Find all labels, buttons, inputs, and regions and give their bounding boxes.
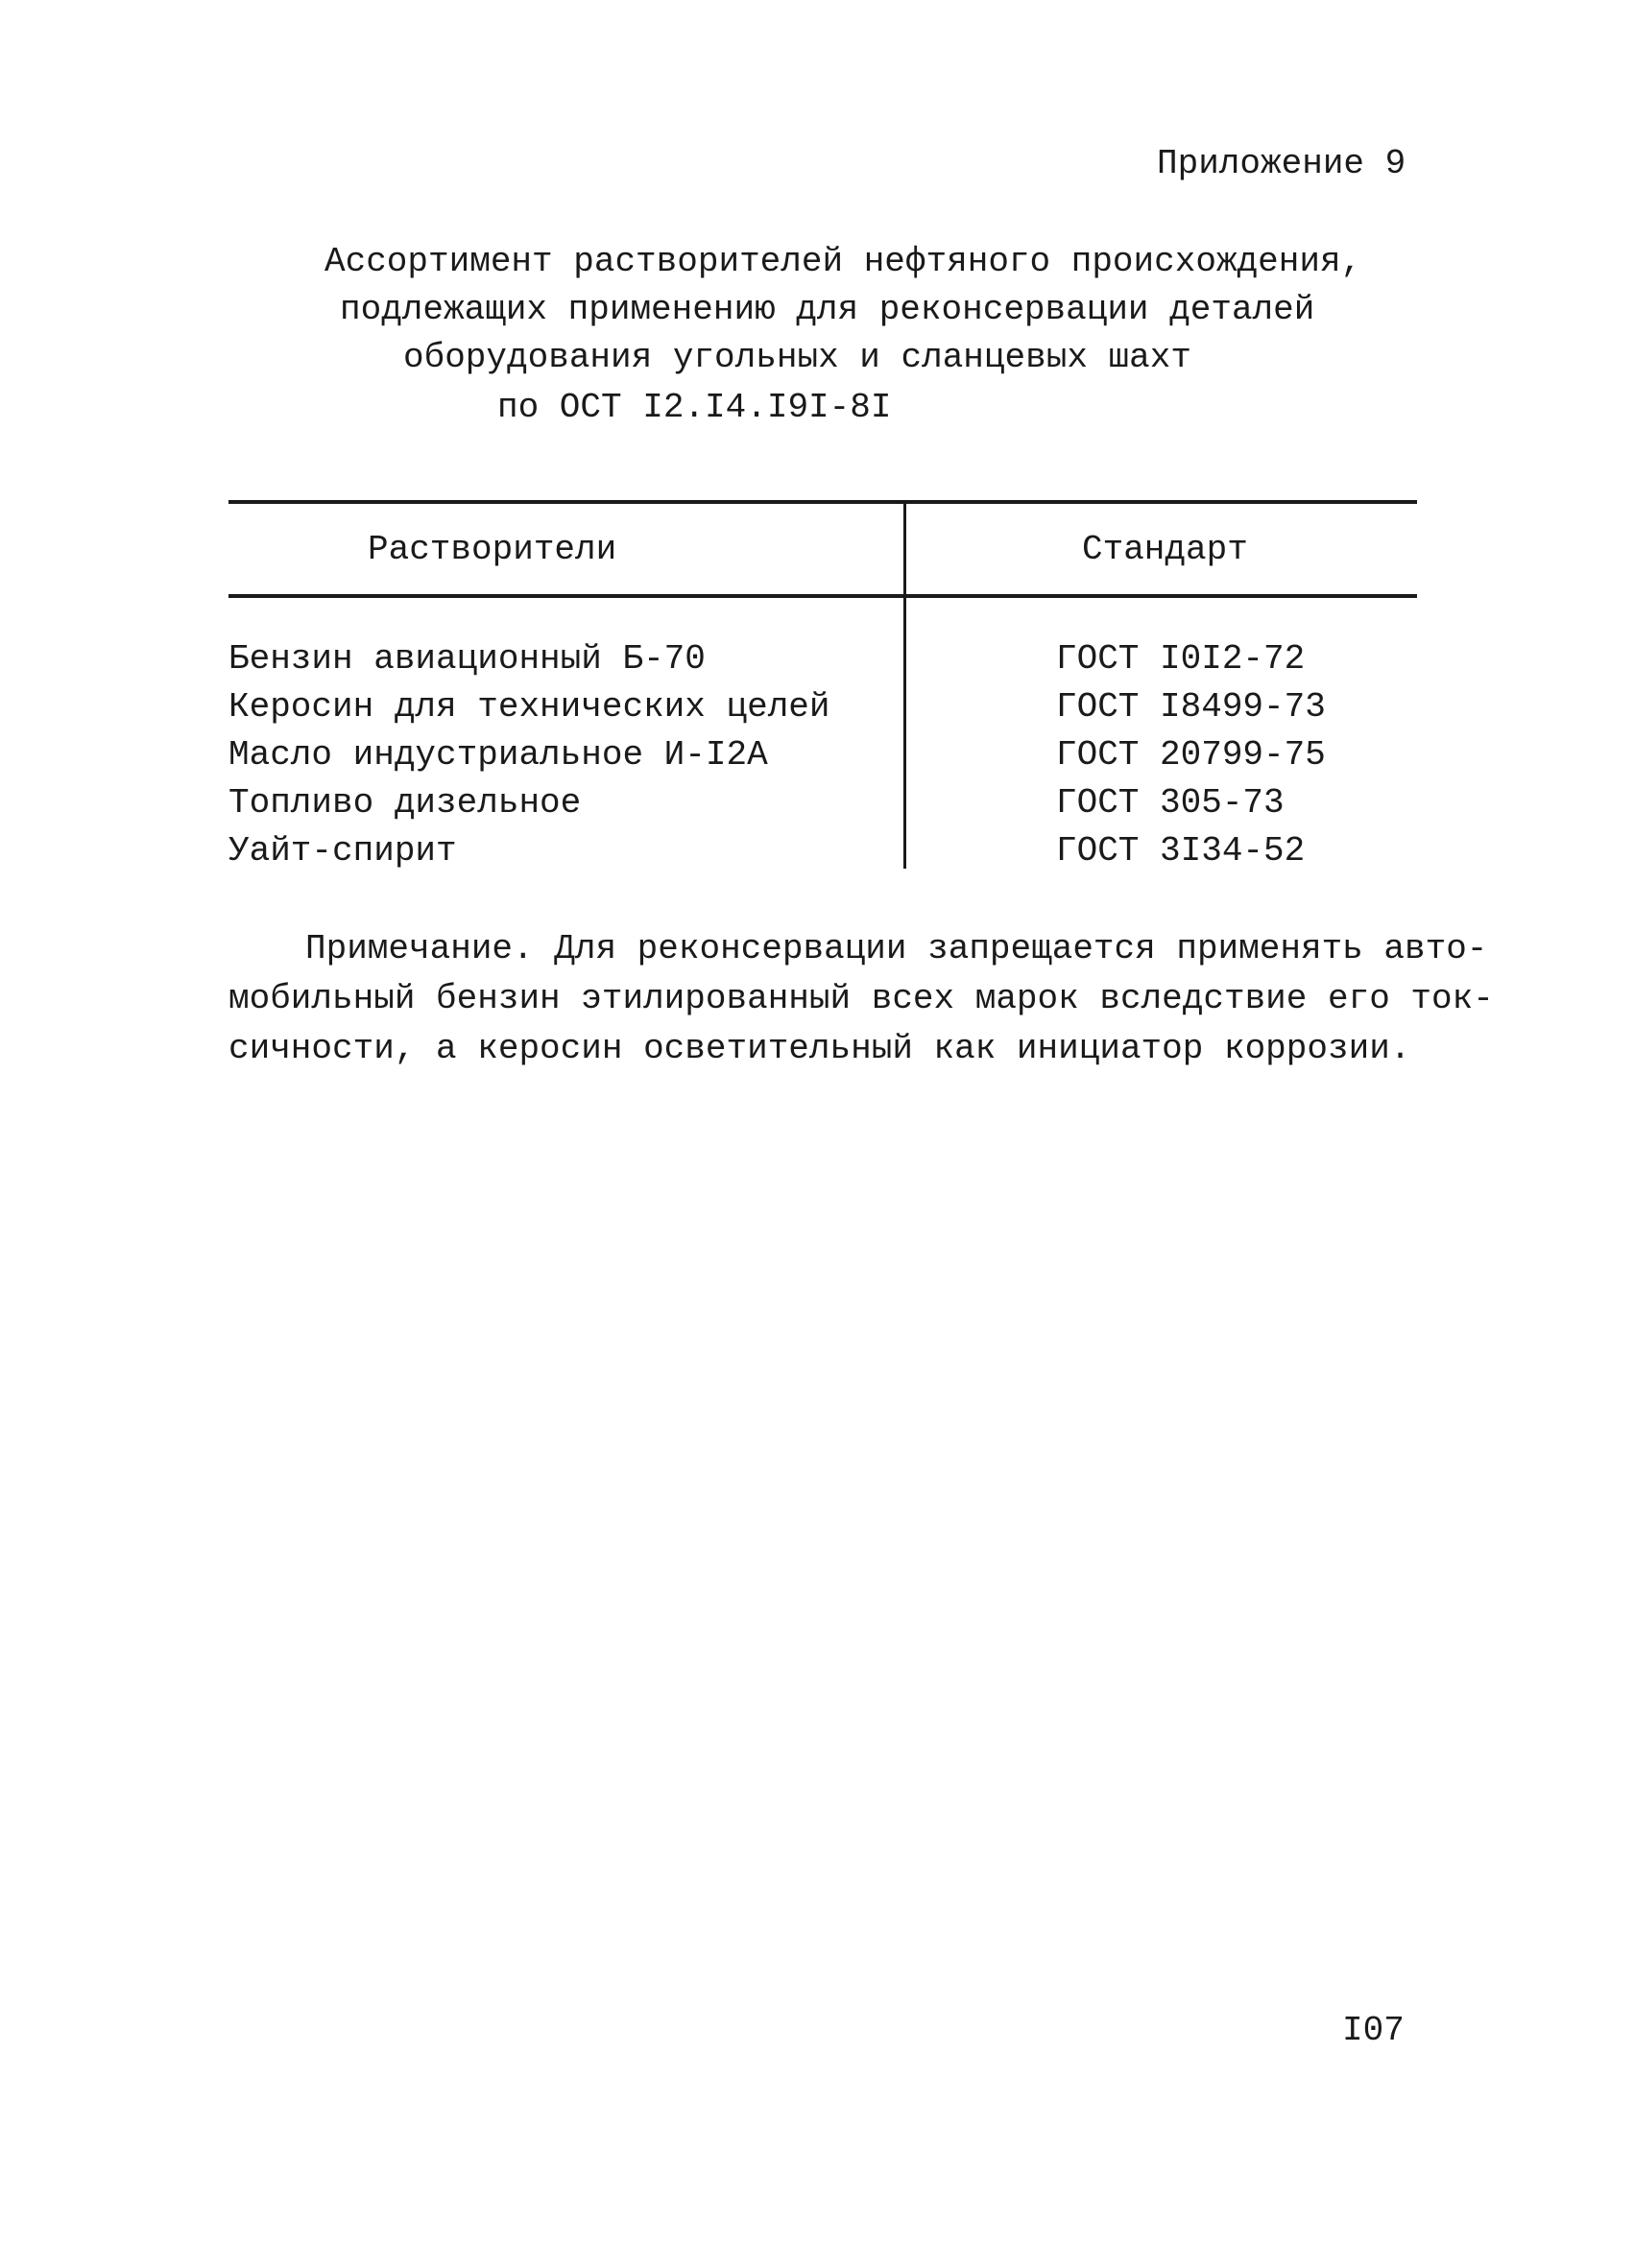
column-header-solvents: Растворители: [368, 530, 617, 569]
note-line-3: сичности, а керосин осветительный как инициатор коррозии.: [228, 1029, 1411, 1068]
page-number: I07: [1342, 2011, 1405, 2050]
table-top-rule: [228, 500, 1417, 504]
title-line-2: подлежащих применению для реконсервации деталей: [340, 290, 1315, 329]
table-column-divider: [903, 500, 906, 869]
appendix-label: Приложение 9: [1157, 144, 1406, 183]
title-line-1: Ассортимент растворителей нефтяного происхождения,: [324, 242, 1362, 281]
solvent-cell: Бензин авиационный Б-70: [228, 639, 706, 679]
solvent-cell: Уайт-спирит: [228, 831, 457, 871]
standard-cell: ГОСТ I8499-73: [1056, 687, 1326, 727]
table-header-rule: [228, 594, 1417, 598]
standard-cell: ГОСТ 3I34-52: [1056, 831, 1306, 871]
title-line-3: оборудования угольных и сланцевых шахт: [403, 338, 1191, 377]
standard-cell: ГОСТ 305-73: [1056, 783, 1285, 823]
solvent-cell: Топливо дизельное: [228, 783, 582, 823]
standard-cell: ГОСТ 20799-75: [1056, 735, 1326, 775]
standard-cell: ГОСТ I0I2-72: [1056, 639, 1306, 679]
column-header-standard: Стандарт: [1082, 530, 1248, 569]
title-line-4: по ОСТ I2.I4.I9I-8I: [497, 388, 892, 427]
solvent-cell: Масло индустриальное И-I2А: [228, 735, 768, 775]
solvent-cell: Керосин для технических целей: [228, 687, 830, 727]
note-line-2: мобильный бензин этилированный всех марок вследствие его ток-: [228, 979, 1494, 1018]
note-line-1: Примечание. Для реконсервации запрещается применять авто-: [305, 929, 1488, 968]
